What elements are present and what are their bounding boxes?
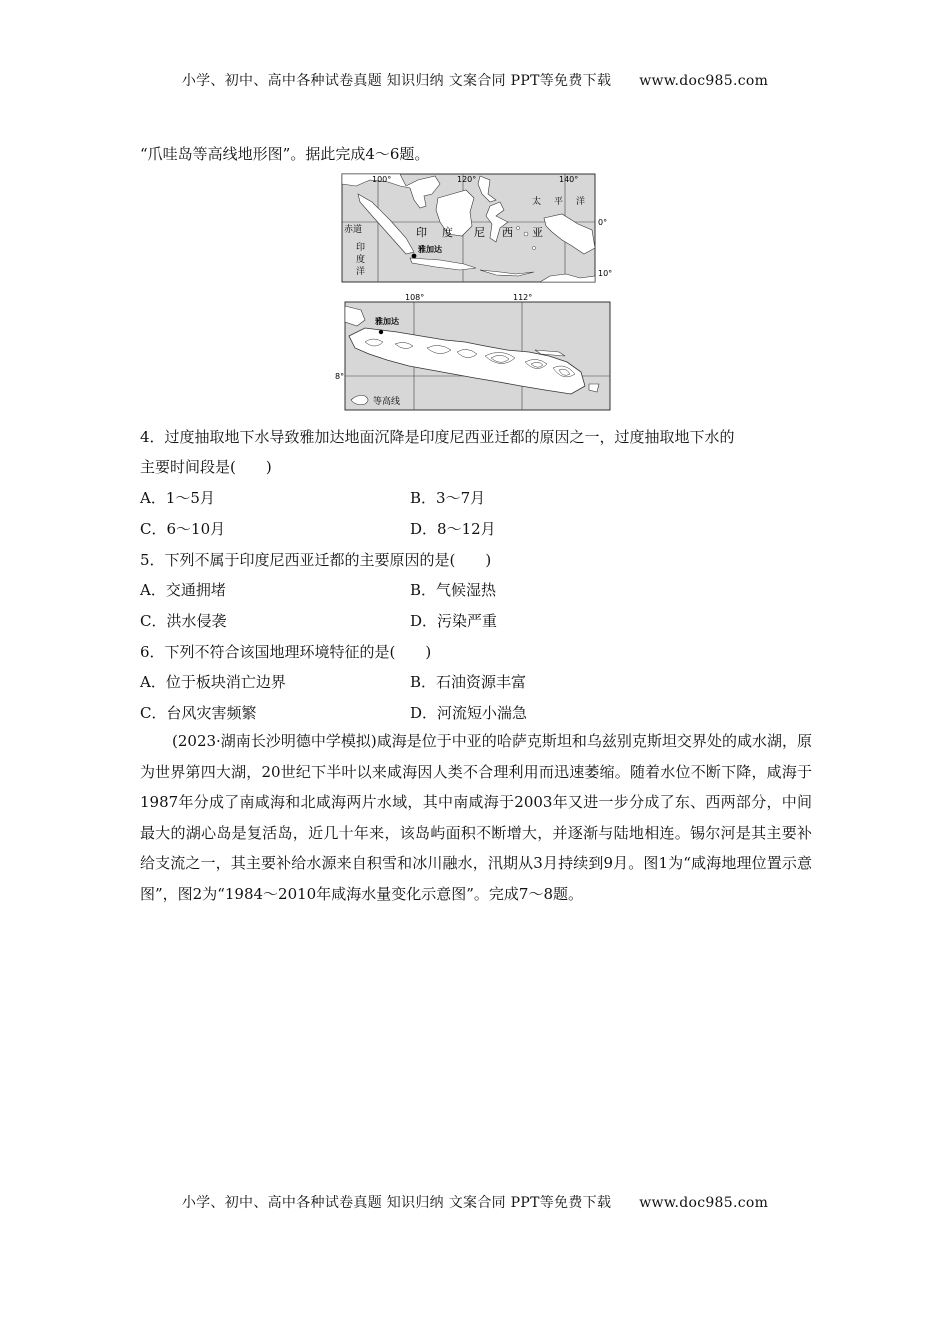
q6-option-c[interactable]: C．台风灾害频繁 [140, 704, 257, 722]
q6-option-b[interactable]: B．石油资源丰富 [410, 673, 527, 691]
lat-label-10: 10° [598, 269, 613, 278]
q6-stem: 6．下列不符合该国地理环境特征的是( ) [140, 643, 432, 661]
country-char-5: 亚 [532, 226, 543, 239]
ocean-pacific-2: 平 [554, 197, 564, 207]
jakarta-marker [379, 330, 383, 334]
q5-option-b[interactable]: B．气候湿热 [410, 581, 497, 599]
q4-stem-line2: 主要时间段是( ) [140, 458, 272, 476]
jakarta-marker [412, 254, 417, 259]
jakarta-label: 雅加达 [418, 245, 442, 254]
jakarta-label: 雅加达 [375, 317, 399, 326]
q4-option-a[interactable]: A．1～5月 [140, 489, 215, 507]
footer-text: 小学、初中、高中各种试卷真题 知识归纳 文案合同 PPT等免费下载 [181, 1195, 612, 1211]
header-text: 小学、初中、高中各种试卷真题 知识归纳 文案合同 PPT等免费下载 [181, 73, 612, 89]
intro-line: “爪哇岛等高线地形图”。据此完成4～6题。 [140, 145, 430, 163]
lon-label-120: 120° [457, 175, 477, 184]
contour-legend-label: 等高线 [373, 397, 401, 407]
lon-label-100: 100° [372, 175, 392, 184]
q5-stem: 5．下列不属于印度尼西亚迁都的主要原因的是( ) [140, 551, 492, 569]
q4-option-c[interactable]: C．6～10月 [140, 520, 226, 538]
equator-label: 赤道 [344, 225, 363, 235]
q4-stem-line1: 4．过度抽取地下水导致雅加达地面沉降是印度尼西亚迁都的原因之一，过度抽取地下水的 [140, 428, 735, 446]
q4-option-d[interactable]: D．8～12月 [410, 520, 496, 538]
java-contour-map [335, 292, 615, 412]
lat-label-8: 8° [335, 372, 345, 381]
country-char-2: 度 [442, 226, 453, 239]
country-char-4: 西 [502, 226, 513, 239]
lon-label-112: 112° [513, 293, 533, 302]
ocean-pacific-1: 太 [532, 197, 542, 207]
ocean-indian-2: 度 [356, 255, 366, 265]
q5-option-c[interactable]: C．洪水侵袭 [140, 612, 227, 630]
page-footer [0, 1192, 950, 1212]
ocean-indian-3: 洋 [356, 267, 366, 277]
lon-label-140: 140° [559, 175, 579, 184]
q4-option-b[interactable]: B．3～7月 [410, 489, 486, 507]
aral-sea-passage: (2023·湖南长沙明德中学模拟)咸海是位于中亚的哈萨克斯坦和乌兹别克斯坦交界处的咸水湖，原为世界第四大湖，20世纪下半叶以来咸海因人类不合理利用而迅速萎缩。随着水位不断下降，咸海于1987年分成了南咸海和北咸海两片水域，其中南咸海于2003年又进一步分成了东、西两部分，中间最大的湖心岛是复活岛，近几十年来，该岛屿面积不断增大，并逐渐与陆地相连。锡尔河是其主要补给支流之一，其主要补给水源来自积雪和冰川融水，汛期从3月持续到9月。图1为“咸海地理位置示意图”，图2为“1984～2010年咸海水量变化示意图”。完成7～8题。 [140, 732, 812, 903]
lat-label-0: 0° [598, 218, 608, 227]
lon-label-108: 108° [405, 293, 425, 302]
q6-option-d[interactable]: D．河流短小湍急 [410, 704, 528, 722]
q5-option-d[interactable]: D．污染严重 [410, 612, 498, 630]
q5-option-a[interactable]: A．交通拥堵 [140, 581, 226, 599]
footer-site: www.doc985.com [639, 1195, 769, 1211]
country-char-1: 印 [416, 226, 427, 239]
ocean-indian-1: 印 [356, 243, 366, 253]
header-site: www.doc985.com [639, 73, 769, 89]
ocean-pacific-3: 洋 [576, 197, 586, 207]
q6-option-a[interactable]: A．位于板块消亡边界 [140, 673, 286, 691]
page-header [0, 70, 950, 90]
country-char-3: 尼 [474, 226, 485, 239]
indonesia-map [340, 172, 615, 284]
